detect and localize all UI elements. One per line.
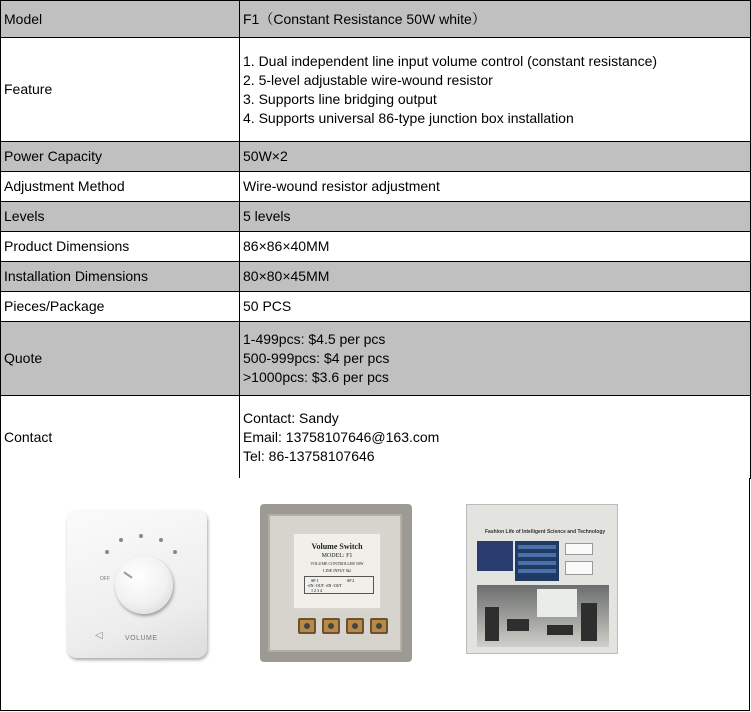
product-photos: [0, 478, 750, 711]
row-label: Model: [1, 1, 240, 38]
box-photo: [466, 504, 618, 654]
row-value: 86×86×40MM: [240, 232, 751, 262]
feature-line: 4. Supports universal 86-type junction box installation: [243, 109, 574, 126]
box-logo-image: [477, 541, 513, 571]
row-label: Feature: [1, 38, 240, 142]
row-label: Product Dimensions: [1, 232, 240, 262]
row-value: Wire-wound resistor adjustment: [240, 172, 751, 202]
contact-name: Contact: Sandy: [243, 409, 339, 426]
row-feature: [1, 38, 751, 142]
contact-email: Email: 13758107646@163.com: [243, 428, 440, 445]
sticker-title: Volume Switch: [311, 542, 363, 551]
row-value: [240, 38, 751, 142]
row-value: 80×80×45MM: [240, 262, 751, 292]
box-feature-panel: [515, 541, 559, 581]
row-quote: [1, 322, 751, 396]
box-headline: Fashion Life of Intelligent Science and Technology: [485, 529, 606, 535]
contact-phone: Tel: 86-13758107646: [243, 447, 375, 464]
off-label: OFF: [100, 576, 110, 582]
speaker-icon: ◁: [95, 630, 103, 641]
volume-knob: [115, 556, 173, 614]
back-photo: [260, 504, 412, 662]
row-installation-dimensions: [1, 262, 751, 292]
box-badge: [565, 543, 593, 555]
box-room-image: [477, 585, 609, 647]
switch-faceplate: [67, 510, 207, 658]
terminal-diagram: SP 1 SP 2 +IN -OUT +IN -OUT 1 2 3 4: [304, 576, 374, 594]
row-label: Installation Dimensions: [1, 262, 240, 292]
row-adjustment-method: [1, 172, 751, 202]
feature-line: 3. Supports line bridging output: [243, 90, 437, 107]
label-sticker: Volume Switch MODEL: F1 VOLUME CONTROLLER 50W LINE INPUT 8Ω SP 1 SP 2 +IN -OUT +IN -OUT 1 2 3 4: [292, 532, 382, 610]
row-label: Quote: [1, 322, 240, 396]
feature-line: 2. 5-level adjustable wire-wound resistor: [243, 71, 493, 88]
row-contact: [1, 396, 751, 479]
row-value: F1（Constant Resistance 50W white）: [240, 1, 751, 38]
row-value: [240, 322, 751, 396]
row-model: [1, 1, 751, 38]
feature-line: 1. Dual independent line input volume control (constant resistance): [243, 52, 658, 69]
row-value: 50 PCS: [240, 292, 751, 322]
row-label: Pieces/Package: [1, 292, 240, 322]
row-value: 5 levels: [240, 202, 751, 232]
row-label: Contact: [1, 396, 240, 479]
volume-label: VOLUME: [125, 635, 158, 642]
quote-line: 500-999pcs: $4 per pcs: [243, 350, 390, 366]
row-levels: [1, 202, 751, 232]
box-badge: [565, 561, 593, 575]
row-label: Levels: [1, 202, 240, 232]
row-label: Power Capacity: [1, 142, 240, 172]
row-product-dimensions: [1, 232, 751, 262]
front-photo: [53, 504, 213, 662]
row-value: [240, 396, 751, 479]
quote-line: 1-499pcs: $4.5 per pcs: [243, 331, 386, 347]
quote-line: >1000pcs: $3.6 per pcs: [243, 369, 389, 385]
row-power-capacity: [1, 142, 751, 172]
row-pieces-package: [1, 292, 751, 322]
row-value: 50W×2: [240, 142, 751, 172]
sticker-model: MODEL: F1: [321, 553, 353, 559]
row-label: Adjustment Method: [1, 172, 240, 202]
